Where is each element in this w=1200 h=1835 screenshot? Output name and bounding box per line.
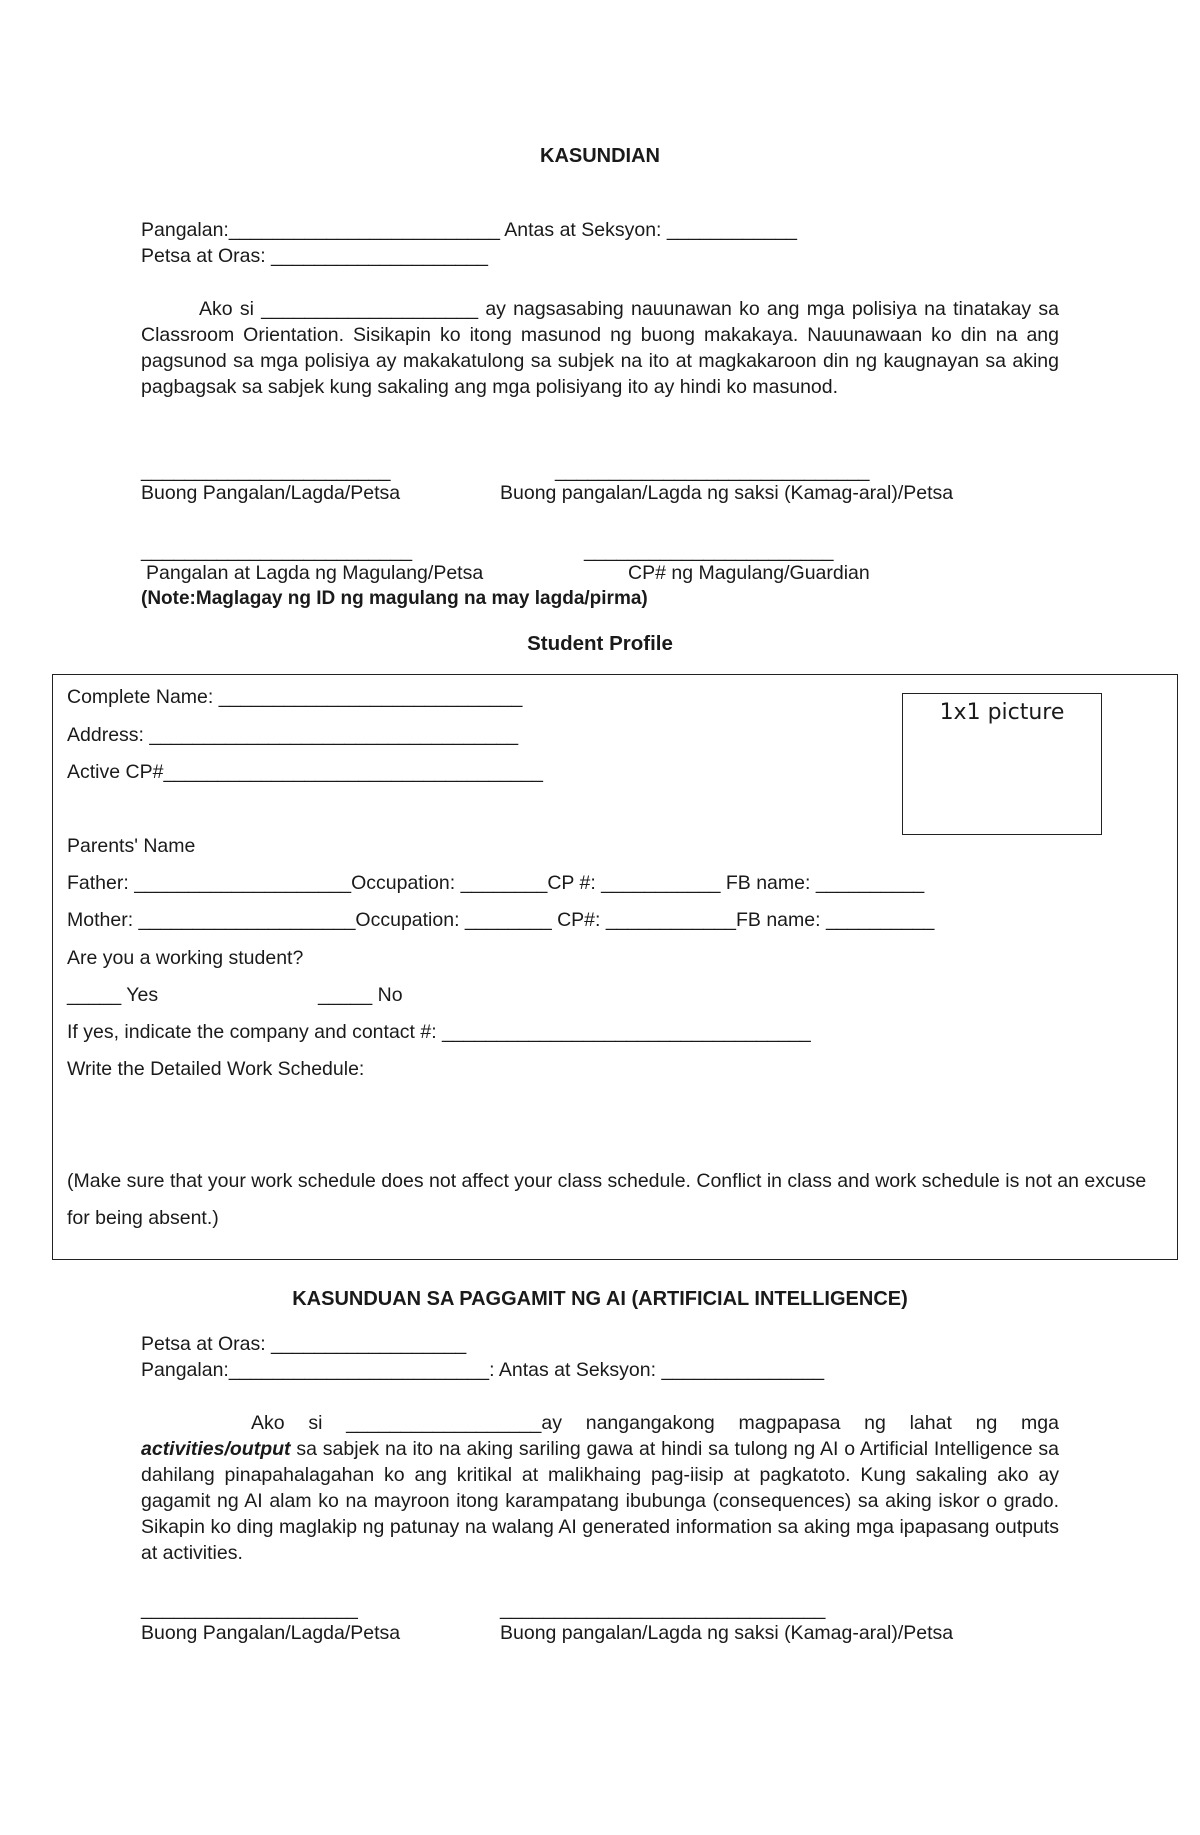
working-student-question: Are you a working student? bbox=[67, 947, 304, 969]
parent-id-note: (Note:Maglagay ng ID ng magulang na may lagda/pirma) bbox=[141, 588, 648, 609]
kasundian-paragraph: Ako si ____________________ ay nagsasabing nauunawan ko ang mga polisiya na tinatakay sa Classroom Orientation. Sisikapin ko itong masunod ng buong makakaya. Nauunawaan ko din na ang pagsunod sa mga polisiya ay makakatulong sa subjek na ito at magkakaroon din ng kaugnayan sa aking pagbagsak sa sabjek kung sakaling ang mga polisiyang ito ay hindi ko masunod. bbox=[141, 298, 1059, 398]
ai-petsa-oras-line: Petsa at Oras: __________________ bbox=[141, 1333, 467, 1355]
petsa-oras-line: Petsa at Oras: ____________________ bbox=[141, 245, 488, 267]
ai-agreement-paragraph bbox=[141, 1410, 1059, 1566]
ai-signature-line-student: ____________________ bbox=[141, 1598, 358, 1620]
cp-line-parent: _______________________ bbox=[584, 540, 834, 562]
ai-agreement-title: KASUNDUAN SA PAGGAMIT NG AI (ARTIFICIAL INTELLIGENCE) bbox=[292, 1288, 908, 1310]
yes-option: _____ Yes bbox=[67, 984, 159, 1006]
company-contact-field: If yes, indicate the company and contact #: __________________________________ bbox=[67, 1021, 811, 1043]
student-profile-title: Student Profile bbox=[527, 632, 673, 655]
signature-line-parent: _________________________ bbox=[141, 540, 413, 562]
work-schedule-reminder: (Make sure that your work schedule does not affect your class schedule. Conflict in class and work schedule is not an excuse for being absent.) bbox=[67, 1170, 1147, 1229]
kasundian-title: KASUNDIAN bbox=[540, 145, 660, 167]
no-option: _____ No bbox=[318, 984, 403, 1006]
signature-label-student: Buong Pangalan/Lagda/Petsa bbox=[141, 482, 401, 504]
ai-paragraph-intro: Ako si __________________ay nangangakong magpapasa ng lahat ng mga bbox=[251, 1412, 1059, 1434]
signature-label-witness: Buong pangalan/Lagda ng saksi (Kamag-aral)/Petsa bbox=[500, 482, 954, 504]
signature-line-witness: _____________________________ bbox=[555, 460, 870, 482]
ai-paragraph-emphasis: activities/output bbox=[141, 1438, 291, 1460]
parents-name-heading: Parents' Name bbox=[67, 835, 196, 857]
ai-signature-label-witness: Buong pangalan/Lagda ng saksi (Kamag-aral)/Petsa bbox=[500, 1622, 954, 1644]
picture-placeholder: 1x1 picture bbox=[902, 693, 1102, 835]
address-field: Address: __________________________________ bbox=[67, 724, 519, 746]
ai-pangalan-antas-line: Pangalan:________________________: Antas at Seksyon: _______________ bbox=[141, 1359, 825, 1381]
parent-cp-label: CP# ng Magulang/Guardian bbox=[628, 562, 870, 584]
ai-paragraph-body: sa sabjek na ito na aking sariling gawa at hindi sa tulong ng AI o Artificial Intelligence sa dahilang pinapahalagahan ko ang kritikal at malikhaing pag-iisip at pagkatoto. Kung sakaling ako ay gagamit ng AI alam ko na mayroon itong karampatang ibubunga (consequences) sa aking iskor o grado. Sikapin ko ding maglakip ng patunay na walang AI generated information sa aking mga ipapasang outputs at activities. bbox=[141, 1438, 1059, 1564]
pangalan-antas-line: Pangalan:_________________________ Antas at Seksyon: ____________ bbox=[141, 219, 798, 241]
mother-field: Mother: ____________________Occupation: ________ CP#: ____________FB name: __________ bbox=[67, 909, 935, 931]
father-field: Father: ____________________Occupation: ________CP #: ___________ FB name: __________ bbox=[67, 872, 925, 894]
ai-signature-line-witness: ______________________________ bbox=[500, 1598, 826, 1620]
parent-signature-label: Pangalan at Lagda ng Magulang/Petsa bbox=[146, 562, 484, 584]
complete-name-field: Complete Name: ____________________________ bbox=[67, 686, 523, 708]
active-cp-field: Active CP#___________________________________ bbox=[67, 761, 544, 783]
ai-signature-label-student: Buong Pangalan/Lagda/Petsa bbox=[141, 1622, 401, 1644]
work-schedule-label: Write the Detailed Work Schedule: bbox=[67, 1058, 365, 1080]
signature-line-student: _______________________ bbox=[141, 460, 391, 482]
